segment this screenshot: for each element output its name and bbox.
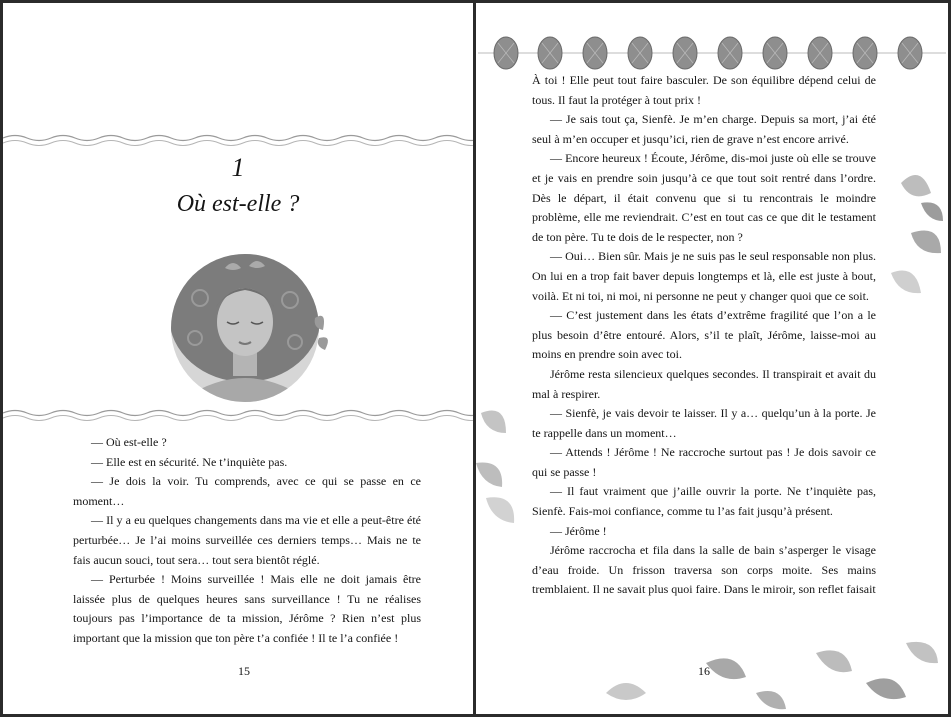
paragraph: — Je dois la voir. Tu comprends, avec ce qui se passe en ce moment… (73, 474, 421, 508)
wave-divider-bottom (3, 406, 473, 424)
paragraph: — Jérôme ! (550, 523, 607, 538)
paragraph: — Encore heureux ! Écoute, Jérôme, dis-moi juste où elle se trouve et je vais en prendre soin jusqu’à ce que tout soit rentré dans l’ordre. Dès le départ, il était convenu que si tu rencontrais le moindre problème, elle me reviendrait. C’est en tout cas ce que dit le testament de ton père. Tu te dois de le respecter, non ? (532, 151, 876, 244)
paragraph: — C’est justement dans les états d’extrême fragilité que l’on a le plus besoin d’être entouré. Alors, s’il te plaît, Jérôme, laisse-moi au moins en prendre soin avec toi. (532, 308, 876, 362)
page-number: 16 (698, 664, 710, 678)
right-page (476, 3, 948, 714)
woman-portrait-illustration (155, 238, 335, 402)
left-page (3, 3, 473, 714)
paragraph: À toi ! Elle peut tout faire basculer. De son équilibre dépend celui de tous. Il faut la protéger à tout prix ! (532, 73, 876, 107)
paragraph: Jérôme resta silencieux quelques secondes. Il transpirait et avait du mal à respirer. (532, 366, 876, 401)
paragraph: — Attends ! Jérôme ! Ne raccroche surtout pas ! Je dois savoir ce qui se passe ! (532, 445, 876, 479)
leaves-decoration-bottom (586, 623, 948, 714)
paragraph: — Où est-elle ? (91, 435, 167, 449)
right-page-text (532, 71, 876, 600)
chapter-title: Où est-elle ? (176, 191, 300, 217)
paragraph: Jérôme raccrocha et fila dans la salle de bain s’asperger le visage d’eau froide. Un frisson traversa son corps moite. Ses mains tremblaient. Il ne savait plus quoi faire. Dans le miroir, son reflet faisait (532, 543, 876, 597)
leaves-decoration-left (476, 383, 536, 533)
yarn-ball-border (478, 31, 946, 75)
leaves-decoration-right (881, 163, 948, 313)
page-number: 15 (238, 664, 250, 678)
paragraph: — Elle est en sécurité. Ne t’inquiète pas. (91, 454, 288, 469)
wave-divider-top (3, 131, 473, 149)
chapter-number: 1 (231, 153, 245, 182)
paragraph: — Sienfè, je vais devoir te laisser. Il y a… quelqu’un à la porte. Je te rappelle dans un moment… (532, 406, 876, 440)
paragraph: — Je sais tout ça, Sienfè. Je m’en charge. Depuis sa mort, j’ai été seul à m’en occuper et jusqu’ici, rien de grave n’est encore arrivé. (532, 112, 876, 146)
paragraph: — Il faut vraiment que j’aille ouvrir la porte. Ne t’inquiète pas, Sienfè. Fais-moi confiance, comme tu l’as fait jusqu’à présent. (532, 484, 876, 519)
paragraph: — Perturbée ! Moins surveillée ! Mais elle ne doit jamais être laissée plus de quelques heures sans surveillance ! Tu ne réalises toujours pas l’importance de ta mission, Jérôme ? Rien n’est plus important que la mission que ton père t’a confiée ! Il te l’a confiée ! (73, 572, 421, 645)
paragraph: — Oui… Bien sûr. Mais je ne suis pas le seul responsable non plus. On lui en a trop fait baver depuis longtemps et là, elle est juste à bout, voilà. Et ni toi, ni moi, ni personne ne peut y changer quoi que ce soit. (532, 249, 876, 303)
left-page-text (73, 433, 421, 649)
paragraph: — Il y a eu quelques changements dans ma vie et elle a peut-être été perturbée… Je l’ai moins surveillée ces derniers temps… Mais ne te fais aucun souci, tout sera… tout sera bientôt réglé. (73, 513, 421, 567)
